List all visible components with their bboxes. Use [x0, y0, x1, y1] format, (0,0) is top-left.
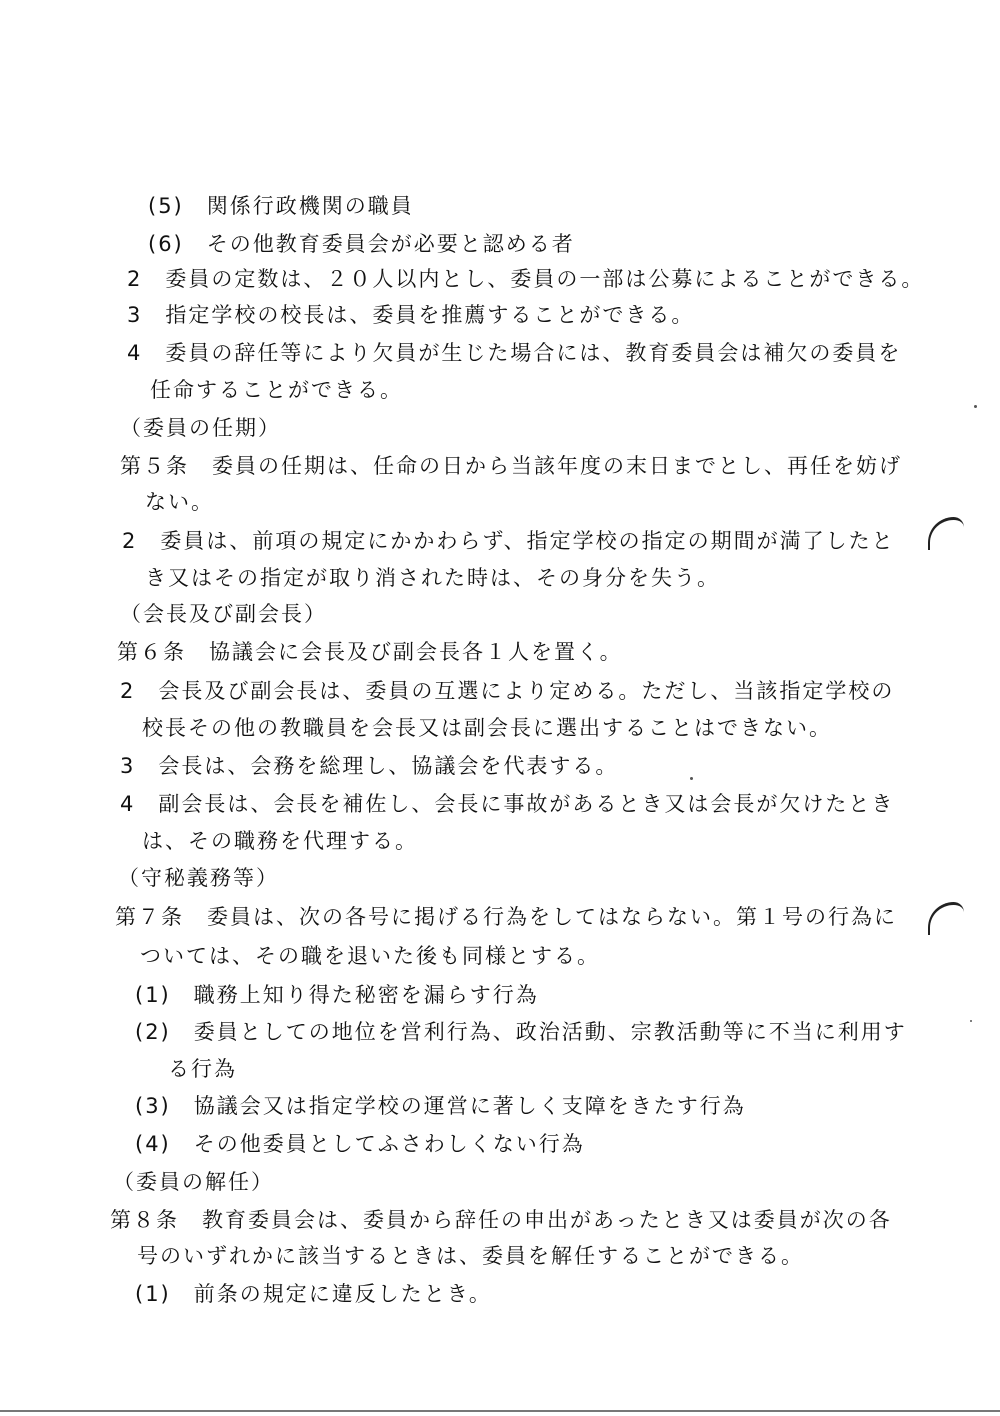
list-item: (4) その他委員としてふさわしくない行為	[135, 1132, 585, 1156]
section-heading: （委員の任期）	[120, 416, 281, 440]
list-item: (3) 協議会又は指定学校の運営に著しく支障をきたす行為	[135, 1094, 746, 1118]
list-item: (1) 前条の規定に違反したとき。	[135, 1282, 492, 1306]
article-line: 第５条 委員の任期は、任命の日から当該年度の末日までとし、再任を妨げ	[120, 454, 902, 478]
text-line: る行為	[168, 1057, 237, 1081]
binder-hole-mark	[928, 517, 964, 550]
list-item: (1) 職務上知り得た秘密を漏らす行為	[135, 983, 539, 1007]
text-line: 校長その他の教職員を会長又は副会長に選出することはできない。	[142, 716, 832, 740]
section-heading: （会長及び副会長）	[120, 602, 327, 626]
section-heading: （守秘義務等）	[118, 866, 279, 890]
scan-speck	[690, 777, 693, 780]
text-line: き又はその指定が取り消された時は、その身分を失う。	[145, 566, 720, 590]
scan-edge-line	[0, 1410, 1000, 1412]
article-line: 第８条 教育委員会は、委員から辞任の申出があったとき又は委員が次の各	[110, 1208, 892, 1232]
binder-hole-mark	[928, 902, 964, 935]
text-line: 3 指定学校の校長は、委員を推薦することができる。	[127, 303, 695, 327]
text-line: 2 会長及び副会長は、委員の互選により定める。ただし、当該指定学校の	[120, 679, 895, 703]
article-line: 第６条 協議会に会長及び副会長各１人を置く。	[117, 640, 623, 664]
text-line: 4 委員の辞任等により欠員が生じた場合には、教育委員会は補欠の委員を	[127, 341, 902, 365]
scan-speck	[970, 1020, 972, 1022]
text-line: 3 会長は、会務を総理し、協議会を代表する。	[120, 754, 619, 778]
text-line: ない。	[145, 490, 214, 514]
text-line: ついては、その職を退いた後も同様とする。	[140, 944, 600, 968]
scan-speck	[974, 405, 977, 408]
text-line: 2 委員は、前項の規定にかかわらず、指定学校の指定の期間が満了したと	[122, 529, 895, 553]
list-item: (2) 委員としての地位を営利行為、政治活動、宗教活動等に不当に利用す	[135, 1020, 907, 1044]
text-line: 任命することができる。	[150, 378, 403, 402]
text-line: は、その職務を代理する。	[142, 829, 418, 853]
text-line: 2 委員の定数は、２０人以内とし、委員の一部は公募によることができる。	[127, 267, 925, 291]
text-line: (5) 関係行政機関の職員	[148, 194, 414, 218]
text-line: 4 副会長は、会長を補佐し、会長に事故があるとき又は会長が欠けたとき	[120, 792, 895, 816]
section-heading: （委員の解任）	[113, 1170, 274, 1194]
article-line: 第７条 委員は、次の各号に掲げる行為をしてはならない。第１号の行為に	[115, 905, 897, 929]
text-line: 号のいずれかに該当するときは、委員を解任することができる。	[137, 1244, 804, 1268]
text-line: (6) その他教育委員会が必要と認める者	[148, 232, 575, 256]
